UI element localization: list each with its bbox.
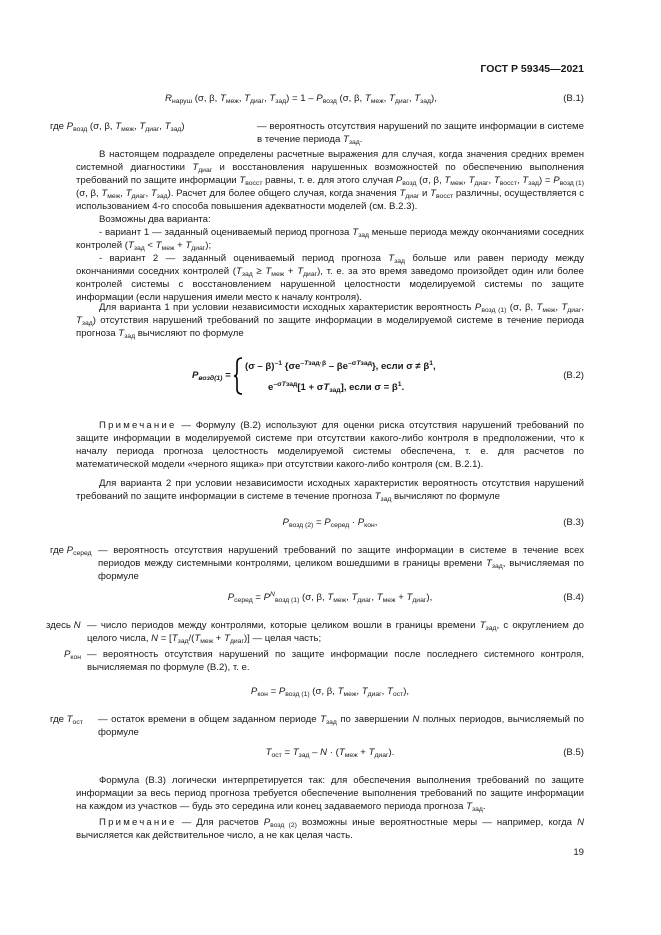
where-trest-definition: — остаток времени в общем заданном периоде $T_{зад}$ по завершении N полных периодов, вычисляемый по формуле <box>98 714 584 738</box>
eq-b2-cond1: , если σ ≠ β <box>375 361 430 372</box>
paragraph-variant-2-start: Для варианта 2 при условии независимости исходных характеристик вероятность отсутствия нарушений требований по защите информации в системе в течение прогноза <box>76 478 584 502</box>
equation-b3: $P_{возд (2)} = P_{серед} \cdot P_{кон}$, <box>282 517 378 529</box>
equation-pend: $P_{кон} = P_{возд (1)}$ (σ, β, $T_{меж}$, $T_{диаг}$, $T_{ост}$), <box>250 686 410 698</box>
where-pend-label: $P_{кон}$ <box>64 649 81 661</box>
standard-header: ГОСТ Р 59345—2021 <box>480 63 584 75</box>
where-pmid-definition: — вероятность отсутствия нарушений требований по защите информации в системе в течение всех периодов между системными контролями, целиком вошедшими в границы времени $T_{зад}$, вычисляемая по формуле <box>98 545 584 582</box>
where-p-label: где $P_{возд}$ (σ, β, $T_{меж}$, $T_{диаг}$, $T_{зад}$) <box>50 121 185 133</box>
where-pend-definition: — вероятность отсутствия нарушений по защите информации после последнего системного контроля, вычисляемая по формуле (B.2), т. е. <box>87 649 584 673</box>
equation-b1: $R_{наруш}$ (σ, β, $T_{меж}$, $T_{диаг}$, $T_{зад}) = 1 - P_{возд}$ (σ, β, $T_{меж}$, $T_{диаг}$, $T_{зад}$), <box>165 93 437 105</box>
equation-b2: $P_{возд(1)}$ = (σ – β)$^{-1}$ $\{\sigma e^{-Tзад\cdot\beta} - \beta e^{-\sigma Tзад}\}$, если $\sigma \ne \beta^1$, $e^{-\sigma Tзад}[1 + \sigma T_{зад}]$, если $\sigma = \beta^1$. <box>192 357 482 397</box>
where-p-text: — вероятность отсутствия нарушений по защите информации в системе в течение периода <box>257 121 584 145</box>
paragraph-interpretation: Формула (B.3) логически интерпретируется так: для обеспечения выполнения требований по защите информации за весь период прогноза требуется обеспечение выполнения требований по защите информации на каждом из участков — будь это середина или конец задаваемого периода прогноза $T_{зад}$. <box>76 775 584 813</box>
eq-b2-cond2: , если σ = β <box>343 382 398 393</box>
paragraph-conditions-start: В настоящем подразделе определены расчетные выражения для случая, когда значения средних времен системной диагностики <box>76 149 584 173</box>
equation-number-b3: (B.3) <box>563 517 584 528</box>
variant-1-start: - вариант 1 — заданный оцениваемый период прогноза <box>99 227 350 238</box>
equation-number-b1: (B.1) <box>563 93 584 104</box>
note-2: Примечание — Для расчетов $P_{возд (2)}$ возможны иные вероятностные меры — например, когда N вычисляется как действительное число, а не как целая часть. <box>76 817 585 841</box>
paragraph-interpretation-text: Формула (B.3) логически интерпретируется так: для обеспечения выполнения требований по защите информации за весь период прогноза требуется обеспечение выполнения требований по защите информации на каждом из участков — будь это середина или конец задаваемого периода прогноза <box>76 775 584 812</box>
note-2-start: — Для расчетов <box>181 817 259 828</box>
where-n-label: здесь N <box>46 620 81 631</box>
paragraph-variant-2: Для варианта 2 при условии независимости исходных характеристик вероятность отсутствия нарушений требований по защите информации в системе в течение прогноза $T_{зад}$ вычисляют по формуле <box>76 478 584 503</box>
equation-b4: $P_{серед} = P^N_{возд (1)}$ (σ, β, $T_{меж}$, $T_{диаг}$, $T_{меж} + T_{диаг}$), <box>227 591 433 604</box>
variant-2-start: - вариант 2 — заданный оцениваемый период прогноза <box>99 253 381 264</box>
variants-intro: Возможны два варианта: <box>99 214 211 225</box>
paragraph-variant-1: Для варианта 1 при условии независимости исходных характеристик вероятность $P_{возд (1)}$ (σ, β, $T_{меж}$, $T_{диаг}$, $T_{зад}$) отсутствия нарушений требований по защите информации в моделируемой системе в течение периода прогноза $T_{зад}$ вычисляют по формуле <box>76 302 584 340</box>
variant-1: - вариант 1 — заданный оцениваемый период прогноза $T_{зад}$ меньше периода между окончаниями соседних контролей $(T_{зад} < T_{меж} + T_{диаг})$; <box>76 227 584 252</box>
note-1 <box>76 419 584 471</box>
equation-number-b5: (B.5) <box>563 747 584 758</box>
left-brace <box>233 357 243 395</box>
where-n-definition: — число периодов между контролями, которые целиком вошли в границы времени $T_{зад}$, с округлением до целого числа, $N = [T_{зад}/(T_{меж} + T_{диаг})]$ — целая часть; <box>87 620 584 645</box>
note-1-text: — Формулу (B.2) используют для оценки риска отсутствия нарушений требований по защите информации в моделируемой системе при отсутствии какого-либо контроля в предположении, что к началу периода прогноза целостность моделируемой системы обеспечена, т. е. для расчетов по математической модели «черного ящика» при отсутствии какого-либо контроля (см. B.2.1). <box>76 420 584 470</box>
equation-number-b2: (B.2) <box>563 370 584 381</box>
equation-b5: $T_{ост} = T_{зад} - N \cdot (T_{меж} + T_{диаг})$. <box>265 747 395 759</box>
where-pmid-label: где $P_{серед}$ <box>50 545 92 557</box>
variant-2: - вариант 2 — заданный оцениваемый период прогноза $T_{зад}$ больше или равен периоду между окончаниями соседних контролей $(T_{зад} \ge T_{меж} + T_{диаг})$, т. е. за это время заведомо произойдет один или более контролей системы с восстановлением нарушенной целостности моделируемой системы по защите информации (если нарушения имели место к началу контроля). <box>76 253 584 303</box>
where-p-definition: — вероятность отсутствия нарушений по защите информации в системе в течение периода $T_{зад}$. <box>257 121 584 146</box>
equation-number-b4: (B.4) <box>563 592 584 603</box>
note-2-label: Примечание <box>99 817 177 828</box>
note-1-label: Примечание <box>99 420 177 431</box>
page-number: 19 <box>573 847 584 858</box>
where-trest-label: где $T_{ост}$ <box>50 714 83 726</box>
paragraph-conditions: В настоящем подразделе определены расчетные выражения для случая, когда значения средних времен системной диагностики $T_{диаг}$ и восстановления нарушенных возможностей по обеспечению выполнения требований по защите информации $T_{восст}$ равны, т. е. для этого случая $P_{возд}$ (σ, β, $T_{меж}$, $T_{диаг}$, $T_{восст}$, $T_{зад}) = P_{возд (1)}$ (σ, β, $T_{меж}$, $T_{диаг}$, $T_{зад}$). Расчет для более общего случая, когда значения $T_{диаг}$ и $T_{восст}$ различны, осуществляется с использованием 4-го способа повышения адекватности моделей (см. B.2.3). <box>76 149 585 212</box>
paragraph-variant-1-start: Для варианта 1 при условии независимости исходных характеристик вероятность <box>99 302 472 313</box>
